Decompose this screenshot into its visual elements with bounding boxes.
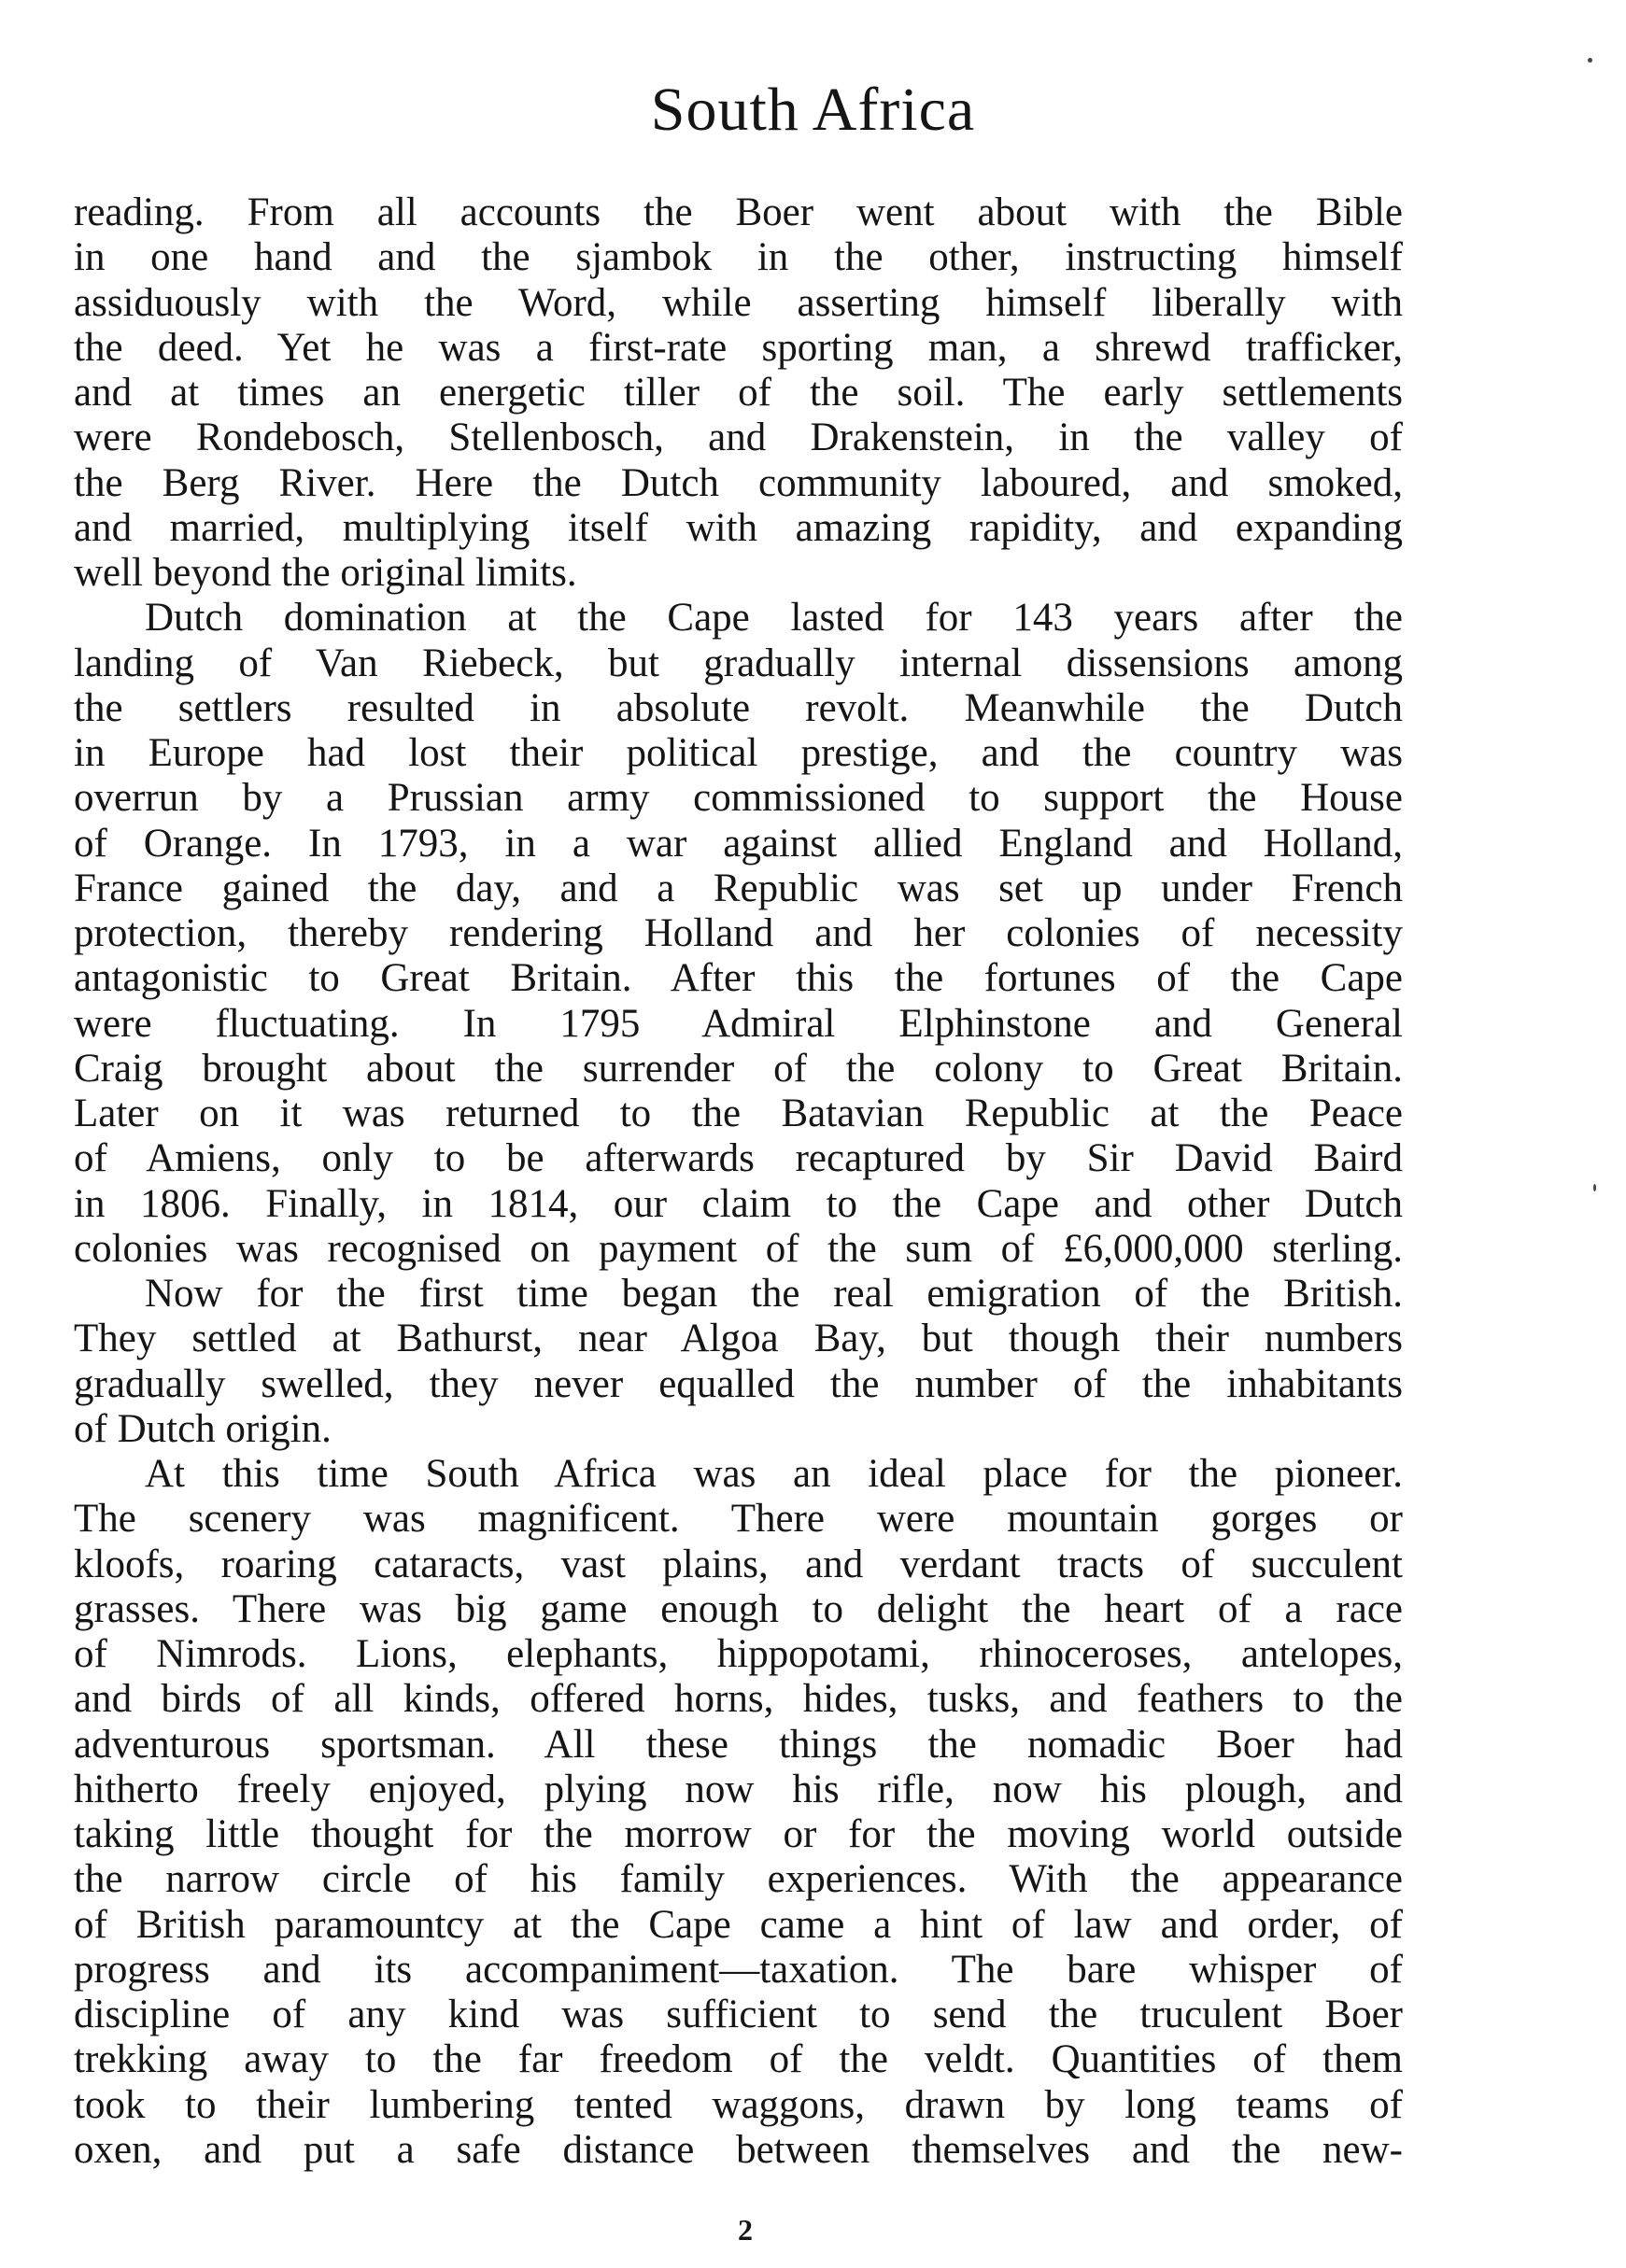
text-line: took to their lumbering tented waggons, drawn by long teams of (74, 2082, 1403, 2127)
text-line: gradually swelled, they never equalled the number of the inhabitants (74, 1361, 1403, 1406)
text-line: were fluctuating. In 1795 Admiral Elphinstone and General (74, 1001, 1403, 1046)
text-line: overrun by a Prussian army commissioned to support the House (74, 776, 1403, 821)
page-number: 2 (738, 2213, 753, 2247)
text-line: of Orange. In 1793, in a war against allied England and Holland, (74, 821, 1403, 866)
text-line: of Nimrods. Lions, elephants, hippopotami, rhinoceroses, antelopes, (74, 1632, 1403, 1676)
text-line: the deed. Yet he was a first-rate sporting man, a shrewd trafficker, (74, 325, 1403, 370)
text-line: antagonistic to Great Britain. After this the fortunes of the Cape (74, 956, 1403, 1001)
text-line: Craig brought about the surrender of the colony to Great Britain. (74, 1046, 1403, 1091)
paragraph (74, 190, 1403, 596)
text-line: kloofs, roaring cataracts, vast plains, and verdant tracts of succulent (74, 1542, 1403, 1586)
paper-speck (1588, 58, 1592, 63)
text-line: were Rondebosch, Stellenbosch, and Drakenstein, in the valley of (74, 416, 1403, 460)
text-line: the Berg River. Here the Dutch community laboured, and smoked, (74, 460, 1403, 505)
text-line: assiduously with the Word, while asserting himself liberally with (74, 280, 1403, 325)
text-line: oxen, and put a safe distance between themselves and the new- (74, 2127, 1403, 2172)
text-line: France gained the day, and a Republic was set up under French (74, 866, 1403, 910)
text-line: At this time South Africa was an ideal place for the pioneer. (145, 1452, 1403, 1496)
text-line: Later on it was returned to the Batavian Republic at the Peace (74, 1092, 1403, 1135)
text-line: landing of Van Riebeck, but gradually internal dissensions among (74, 641, 1403, 685)
text-line: well beyond the original limits. (74, 551, 577, 595)
text-line: and married, multiplying itself with amazing rapidity, and expanding (74, 505, 1403, 550)
text-line: adventurous sportsman. All these things the nomadic Boer had (74, 1722, 1403, 1767)
running-head: South Africa (650, 76, 976, 144)
text-line: of Dutch origin. (74, 1406, 332, 1451)
text-line: The scenery was magnificent. There were mountain gorges or (74, 1497, 1403, 1542)
text-line: Dutch domination at the Cape lasted for 143 years after the (145, 596, 1403, 641)
text-line: colonies was recognised on payment of the sum of £6,000,000 sterling. (74, 1226, 1403, 1271)
text-line: of British paramountcy at the Cape came a hint of law and order, of (74, 1902, 1403, 1947)
text-line: in one hand and the sjambok in the other, instructing himself (74, 235, 1403, 280)
text-line: of Amiens, only to be afterwards recaptured by Sir David Baird (74, 1136, 1403, 1181)
text-line: the narrow circle of his family experiences. With the appearance (74, 1857, 1403, 1902)
paragraph (74, 596, 1403, 1272)
text-line: taking little thought for the morrow or for the moving world outside (74, 1812, 1403, 1856)
text-line: grasses. There was big game enough to delight the heart of a race (74, 1586, 1403, 1631)
text-line: and at times an energetic tiller of the soil. The early settlements (74, 371, 1403, 415)
text-line: progress and its accompaniment—taxation. The bare whisper of (74, 1947, 1403, 1992)
text-line: trekking away to the far freedom of the veldt. Quantities of them (74, 2037, 1403, 2082)
paper-speck (1593, 1184, 1596, 1191)
paragraph (74, 1272, 1403, 1452)
text-line: hitherto freely enjoyed, plying now his rifle, now his plough, and (74, 1767, 1403, 1811)
text-line: Now for the first time began the real emigration of the British. (145, 1272, 1403, 1316)
text-line: protection, thereby rendering Holland and her colonies of necessity (74, 911, 1403, 955)
text-line: They settled at Bathurst, near Algoa Bay, but though their numbers (74, 1317, 1403, 1361)
body-text (74, 190, 1403, 2173)
text-line: the settlers resulted in absolute revolt. Meanwhile the Dutch (74, 685, 1403, 730)
paragraph (74, 1452, 1403, 2173)
text-line: in 1806. Finally, in 1814, our claim to the Cape and other Dutch (74, 1181, 1403, 1226)
text-line: discipline of any kind was sufficient to send the truculent Boer (74, 1993, 1403, 2036)
text-line: in Europe had lost their political prestige, and the country was (74, 731, 1403, 775)
text-line: reading. From all accounts the Boer went about with the Bible (74, 190, 1403, 234)
text-line: and birds of all kinds, offered horns, hides, tusks, and feathers to the (74, 1677, 1403, 1722)
